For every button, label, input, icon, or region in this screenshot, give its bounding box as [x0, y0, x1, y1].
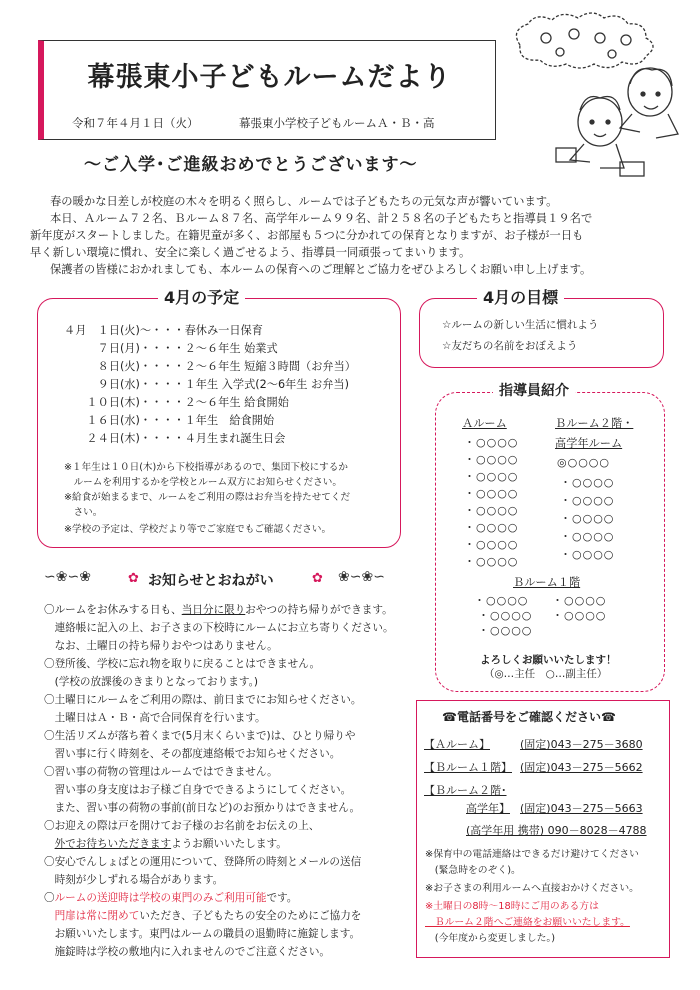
children-illustration	[500, 10, 692, 185]
phone-note: Ｂルーム２階へご連絡をお願いいたします。	[425, 917, 630, 928]
room-b2-label-2: 高学年ルーム	[555, 437, 623, 450]
room-b2-label: Ｂルーム２階・	[555, 417, 634, 430]
notice-line: 〇習い事の荷物の管理はルームではできません。	[44, 766, 278, 778]
staff-member: ・○○○○	[464, 555, 519, 568]
schedule-row: ２４日(木)・・・・４月生まれ誕生日会	[64, 432, 286, 445]
schedule-note: ※１年生は１０日(木)から下校指導があるので、集団下校にするか	[64, 462, 348, 473]
phone-note: (今年度から変更しました。)	[425, 933, 556, 944]
notice-line: 習い事の身支度はお子様ご自身でできるようにしてください。	[44, 784, 352, 796]
staff-legend: （◎…主任 ○…副主任）	[484, 668, 608, 680]
notice-line: 土曜日はＡ・Ｂ・高で合同保育を行います。	[44, 712, 266, 724]
phone-number-a[interactable]: (固定)043－275－3680	[520, 738, 643, 751]
schedule-note: ※給食が始まるまで、ルームをご利用の際はお弁当を持たせてくだ	[64, 492, 351, 503]
phone-title: ☎電話番号をご確認ください☎	[442, 710, 616, 724]
notice-line: お願いいたします。東門はルームの職員の退勤時に施錠します。	[44, 928, 361, 940]
flourish-left-icon: ∽❀∽❀	[44, 569, 91, 585]
intro-line-4: 早く新しい環境に慣れ、安全に楽しく過ごせるよう、指導員一同頑張ってまいります。	[30, 246, 471, 259]
flower-icon: ✿	[312, 571, 323, 586]
notice-line: 〇お迎えの際は戸を開けてお子様のお名前をお伝えの上、	[44, 820, 320, 832]
phone-number-b2[interactable]: (固定)043－275－5663	[520, 802, 643, 815]
schedule-row: ７日(月)・・・・２～６年生 始業式	[64, 342, 278, 355]
goals-box	[419, 298, 664, 368]
staff-member: ・○○○○	[478, 609, 533, 622]
staff-thanks: よろしくお願いいたします！	[480, 654, 617, 666]
phone-label-b2: 【Ｂルーム２階･	[424, 784, 507, 797]
notice-line: 〇ルームをお休みする日も、当日分に限りおやつの持ち帰りができます。	[44, 604, 393, 616]
schedule-row: ９日(水)・・・・１年生 入学式(2～6年生 お弁当)	[64, 378, 349, 391]
schedule-row: ８日(火)・・・・２～６年生 短縮３時間（お弁当）	[64, 360, 356, 373]
school-name: 幕張東小学校子どもルームＡ・Ｂ・高	[239, 116, 435, 130]
notice-line: 〇登所後、学校に忘れ物を取りに戻ることはできません。	[44, 658, 321, 670]
notice-line: 門扉は常に閉めていただき、子どもたちの安全のためにご協力を	[54, 910, 362, 922]
staff-member: ・○○○○	[464, 470, 519, 483]
notice-line: 時刻が少しずれる場合があります。	[44, 874, 224, 886]
page-title: 幕張東小子どもルームだより	[87, 62, 452, 93]
staff-member: ・○○○○	[464, 521, 519, 534]
schedule-row: ４月 １日(火)～・・・春休み一日保育	[64, 324, 263, 337]
staff-member: ・○○○○	[560, 494, 615, 507]
issue-date: 令和７年４月１日（火）	[72, 116, 199, 130]
schedule-row: １０日(木)・・・・２～６年生 給食開始	[64, 396, 289, 409]
headline: ～ご入学･ご進級おめでとうございます～	[84, 155, 418, 175]
intro-line-2: 本日、Ａルーム７２名、Ｂルーム８７名、高学年ルーム９９名、計２５８名の子どもたちと指導員１９名で	[50, 212, 593, 225]
phone-note: (緊急時をのぞく)。	[425, 865, 521, 876]
room-a-label: Ａルーム	[462, 417, 507, 430]
staff-member: ・○○○○	[464, 504, 519, 517]
phone-note: ※土曜日の8時～18時にご用のある方は	[425, 901, 599, 912]
notice-line: (学校の放課後のきまりとなっております。)	[44, 676, 258, 688]
staff-member: ・○○○○	[464, 436, 519, 449]
room-b1-label: Ｂルーム１階	[513, 576, 581, 589]
staff-member: ・○○○○	[560, 530, 615, 543]
notices-title: お知らせとおねがい	[148, 573, 274, 589]
flourish-right-icon: ❀∽❀∽	[338, 569, 385, 585]
phone-number-b1[interactable]: (固定)043－275－5662	[520, 761, 643, 774]
staff-member: ・○○○○	[474, 594, 529, 607]
notice-line: 〇ルームの送迎時は学校の東門のみご利用可能です。	[44, 892, 298, 904]
staff-member: ・○○○○	[560, 512, 615, 525]
phone-label-a: 【Ａルーム】	[424, 738, 490, 751]
intro-line-3: 新年度がスタートしました。在籍児童が多く、お部屋も５つに分かれての保育となりますが、お子様が一日も	[30, 229, 584, 242]
schedule-title: 4月の予定	[158, 285, 245, 308]
schedule-row: １６日(水)・・・・１年生 給食開始	[64, 414, 275, 427]
notice-line: 連絡帳に記入の上、お子さまの下校時にルームにお立ち寄りください。	[44, 622, 394, 634]
staff-member: ・○○○○	[464, 453, 519, 466]
staff-member: ◎○○○○	[557, 456, 610, 469]
schedule-note: ルームを利用するかを学校とルーム双方にお知らせください。	[64, 477, 342, 488]
staff-member: ・○○○○	[478, 624, 533, 637]
flower-icon: ✿	[128, 571, 139, 586]
staff-member: ・○○○○	[552, 594, 607, 607]
phone-number-mobile[interactable]: (高学年用 携帯) 090－8028－4788	[466, 824, 647, 837]
header-box	[38, 40, 496, 140]
phone-label-b2-2: 高学年】	[466, 802, 510, 815]
notice-line: 〇生活リズムが落ち着くまで(5月末くらいまで)は、ひとり帰りや	[44, 730, 356, 742]
phone-note: ※保育中の電話連絡はできるだけ避けてください	[425, 849, 639, 860]
intro-line-1: 春の暖かな日差しが校庭の木々を明るく照らし、ルームでは子どもたちの元気な声が響いています。	[50, 195, 558, 208]
goal-item: ☆友だちの名前をおぼえよう	[442, 340, 578, 352]
staff-member: ・○○○○	[560, 548, 615, 561]
goal-item: ☆ルームの新しい生活に慣れよう	[442, 319, 599, 331]
intro-line-5: 保護者の皆様におかれましても、本ルームの保育へのご理解とご協力をぜひよろしくお願い申し上げます。	[50, 263, 592, 276]
staff-member: ・○○○○	[464, 538, 519, 551]
notice-line: 習い事に行く時刻を、その都度連絡帳でお知らせください。	[44, 748, 341, 760]
notice-line: 〇土曜日にルームをご利用の際は、前日までにお知らせください。	[44, 694, 362, 706]
notice-line: 外でお待ちいただきますようお願いいたします。	[54, 838, 287, 850]
schedule-note: ※学校の予定は、学校だより等でご家庭でもご確認ください。	[64, 524, 332, 535]
notice-line: 〇安心でんしょばとの運用について、登降所の時刻とメールの送信	[44, 856, 362, 868]
schedule-note: さい。	[64, 507, 103, 518]
phone-note: ※お子さまの利用ルームへ直接おかけください。	[425, 883, 639, 894]
notice-line: また、習い事の荷物の事前(前日など)のお預かりはできません。	[44, 802, 361, 814]
notice-line: なお、土曜日の持ち帰りおやつはありません。	[44, 640, 278, 652]
staff-member: ・○○○○	[560, 476, 615, 489]
notice-line: 施錠時は学校の敷地内に入れませんのでご注意ください。	[44, 946, 331, 958]
staff-member: ・○○○○	[464, 487, 519, 500]
phone-label-b1: 【Ｂルーム１階】	[424, 761, 512, 774]
staff-member: ・○○○○	[552, 609, 607, 622]
goals-title: 4月の目標	[477, 285, 564, 308]
staff-title: 指導員紹介	[493, 380, 575, 400]
